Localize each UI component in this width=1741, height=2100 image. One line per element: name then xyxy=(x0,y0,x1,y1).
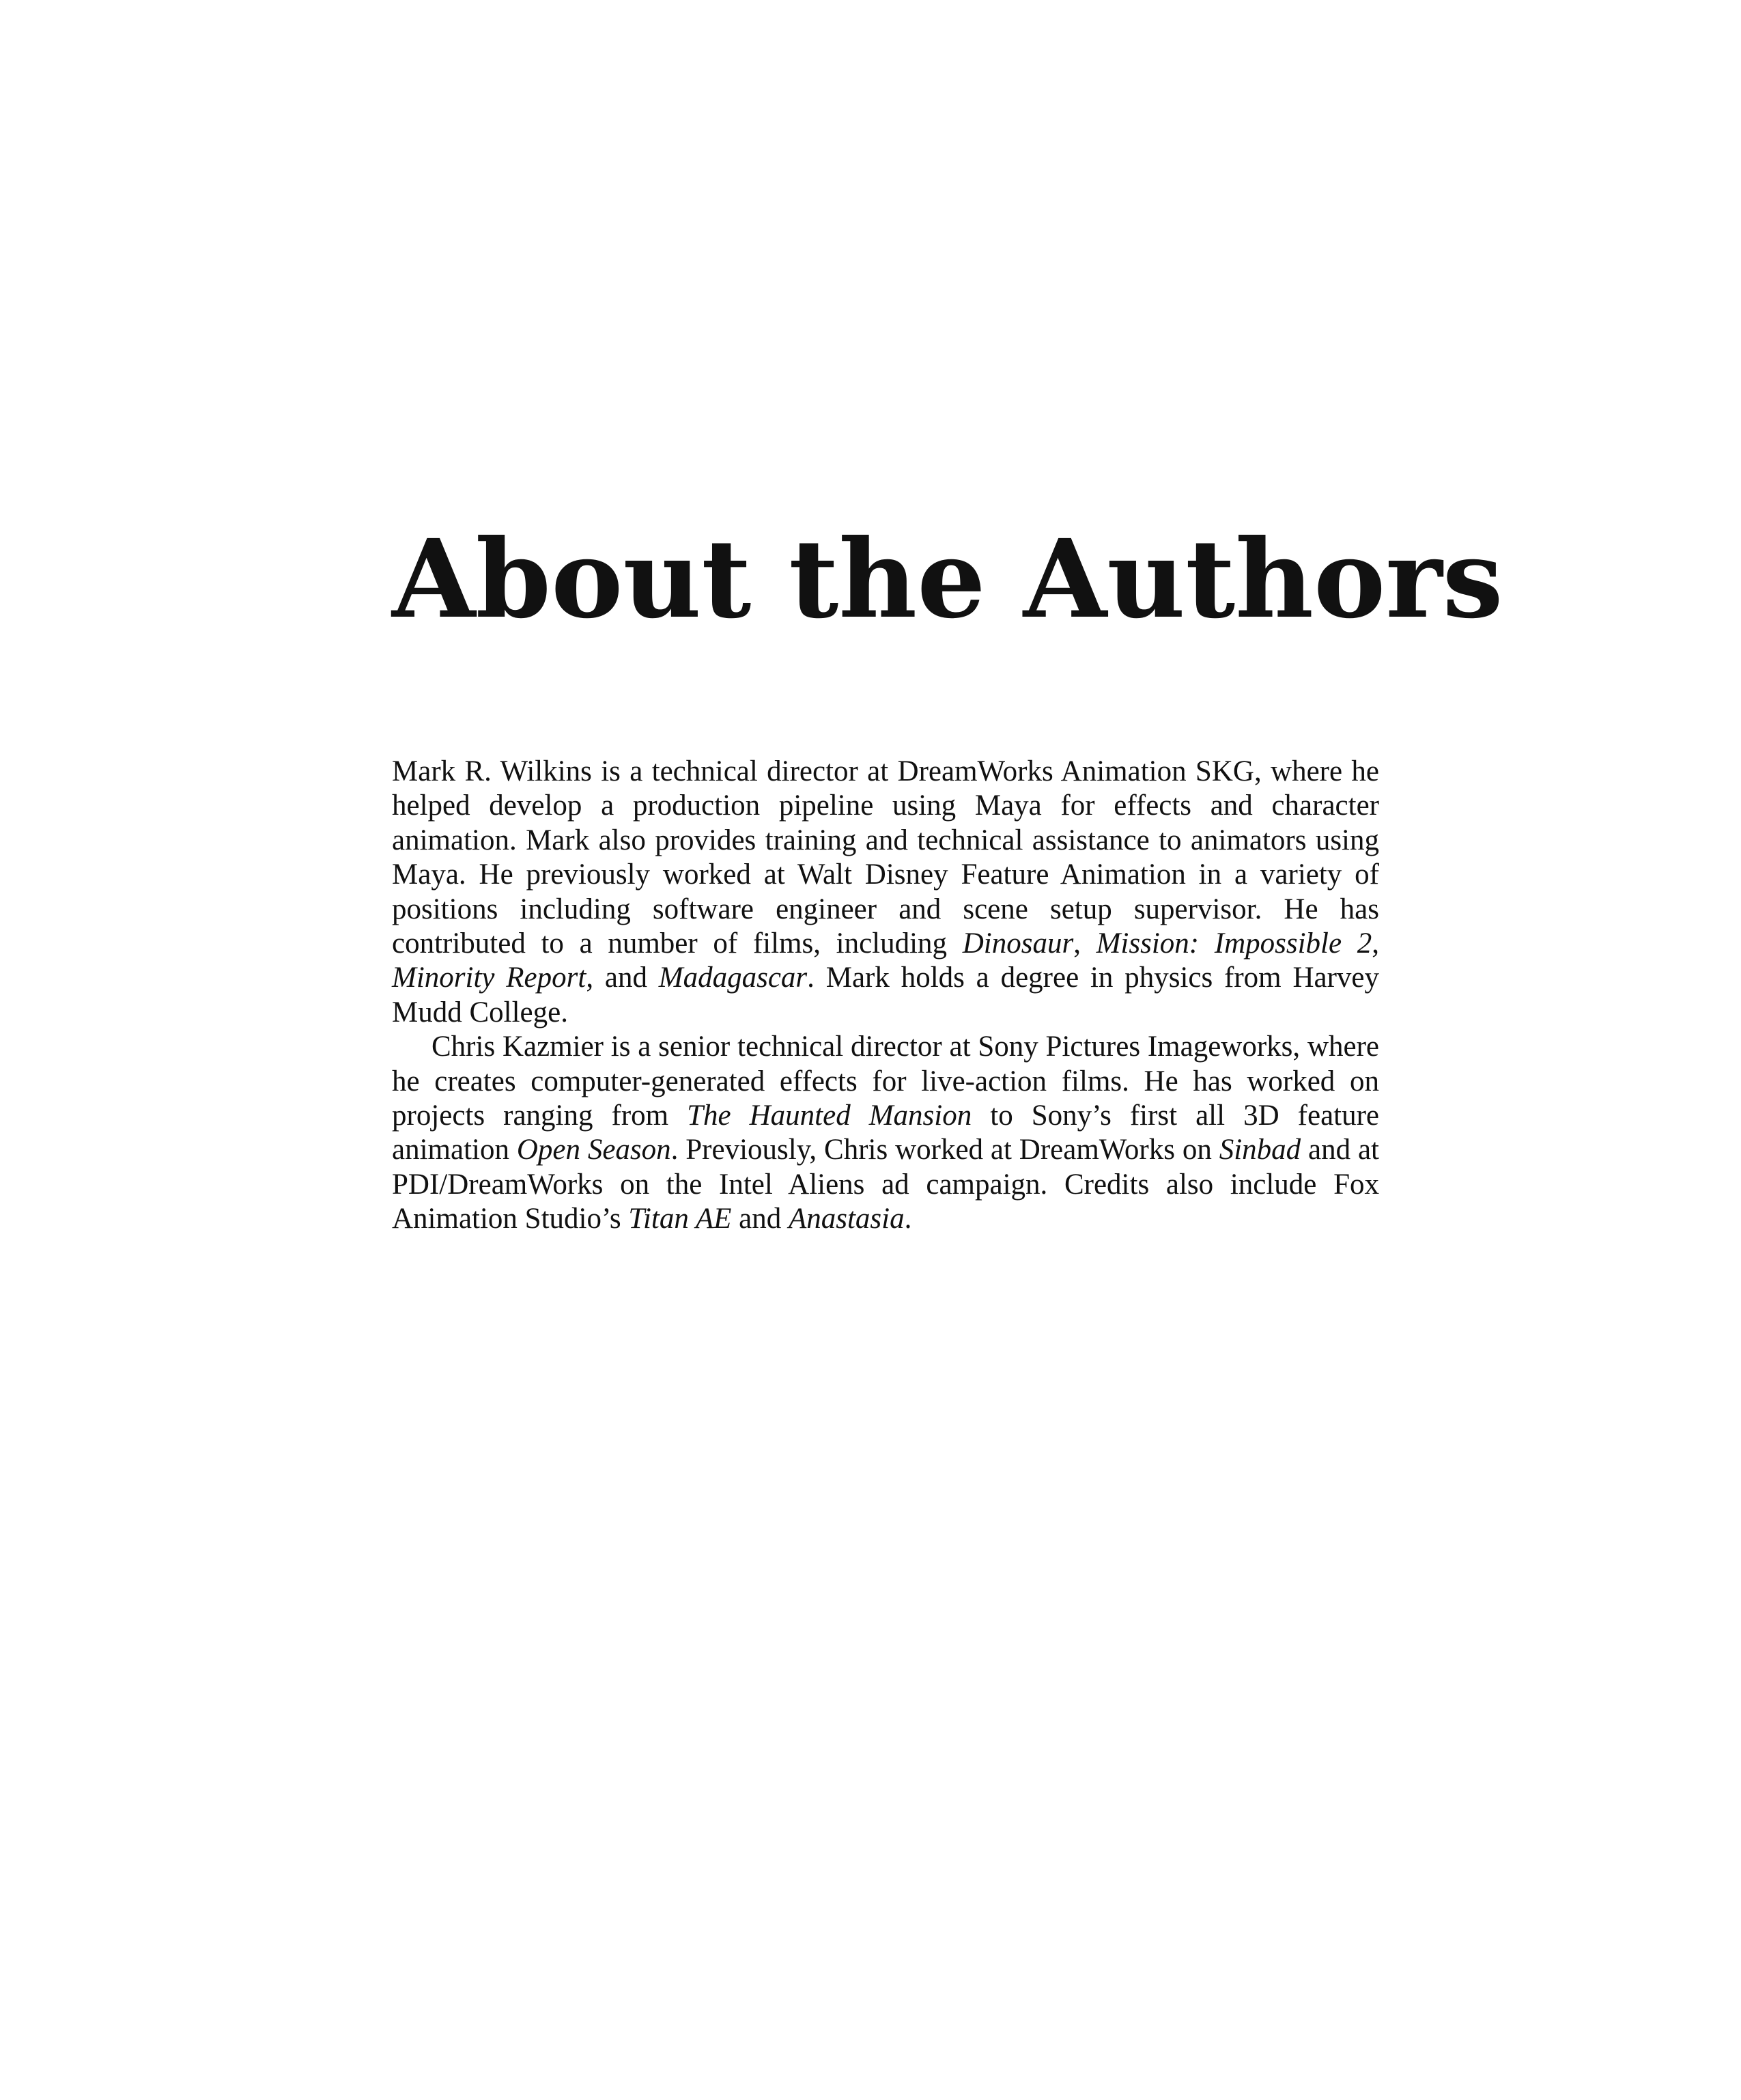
text-segment: Chris Kazmier is a senior technical director at Sony Pictures Imageworks, where he creates computer-generated effects for live-action films. He has worked on projects ranging from xyxy=(392,1031,1379,1132)
text-segment: and xyxy=(731,1203,789,1235)
text-segment: , xyxy=(1372,927,1379,960)
text-segment: . Previously, Chris worked at DreamWorks on xyxy=(670,1134,1219,1166)
text-segment: and at PDI/DreamWorks on the Intel Aliens ad campaign. Credits also include Fox Animation Studio’s xyxy=(392,1134,1379,1235)
film-title: Mission: Impossible 2 xyxy=(1096,927,1372,960)
film-title: Titan AE xyxy=(628,1203,732,1235)
text-segment: , and xyxy=(586,962,659,994)
text-segment: to Sony’s first all 3D feature animation xyxy=(392,1100,1380,1166)
film-title: Minority Report xyxy=(392,962,586,994)
film-title: Open Season xyxy=(516,1134,671,1166)
text-segment: . Mark holds a degree in physics from Harvey Mudd College. xyxy=(392,962,1379,1028)
paragraph-chris-kazmier xyxy=(392,1030,1379,1236)
body-text xyxy=(392,755,1379,1237)
film-title: Madagascar xyxy=(658,962,808,994)
film-title: Anastasia xyxy=(788,1203,905,1235)
page-title: About the Authors xyxy=(392,516,1503,643)
film-title: Sinbad xyxy=(1219,1134,1301,1166)
film-title: The Haunted Mansion xyxy=(687,1100,972,1132)
text-segment: , xyxy=(1073,927,1096,960)
text-segment: Mark R. Wilkins is a technical director at DreamWorks Animation SKG, where he helped develop a production pipeline using Maya for effects and character animation. Mark also provides training and technical assistance to animators using Maya. He previously worked at Walt Disney Feature Animation in a variety of positions including software engineer and scene setup supervisor. He has contributed to a number of films, including xyxy=(392,755,1379,960)
text-segment: . xyxy=(904,1203,912,1235)
paragraph-mark-wilkins xyxy=(392,755,1379,1030)
film-title: Dinosaur xyxy=(962,927,1074,960)
